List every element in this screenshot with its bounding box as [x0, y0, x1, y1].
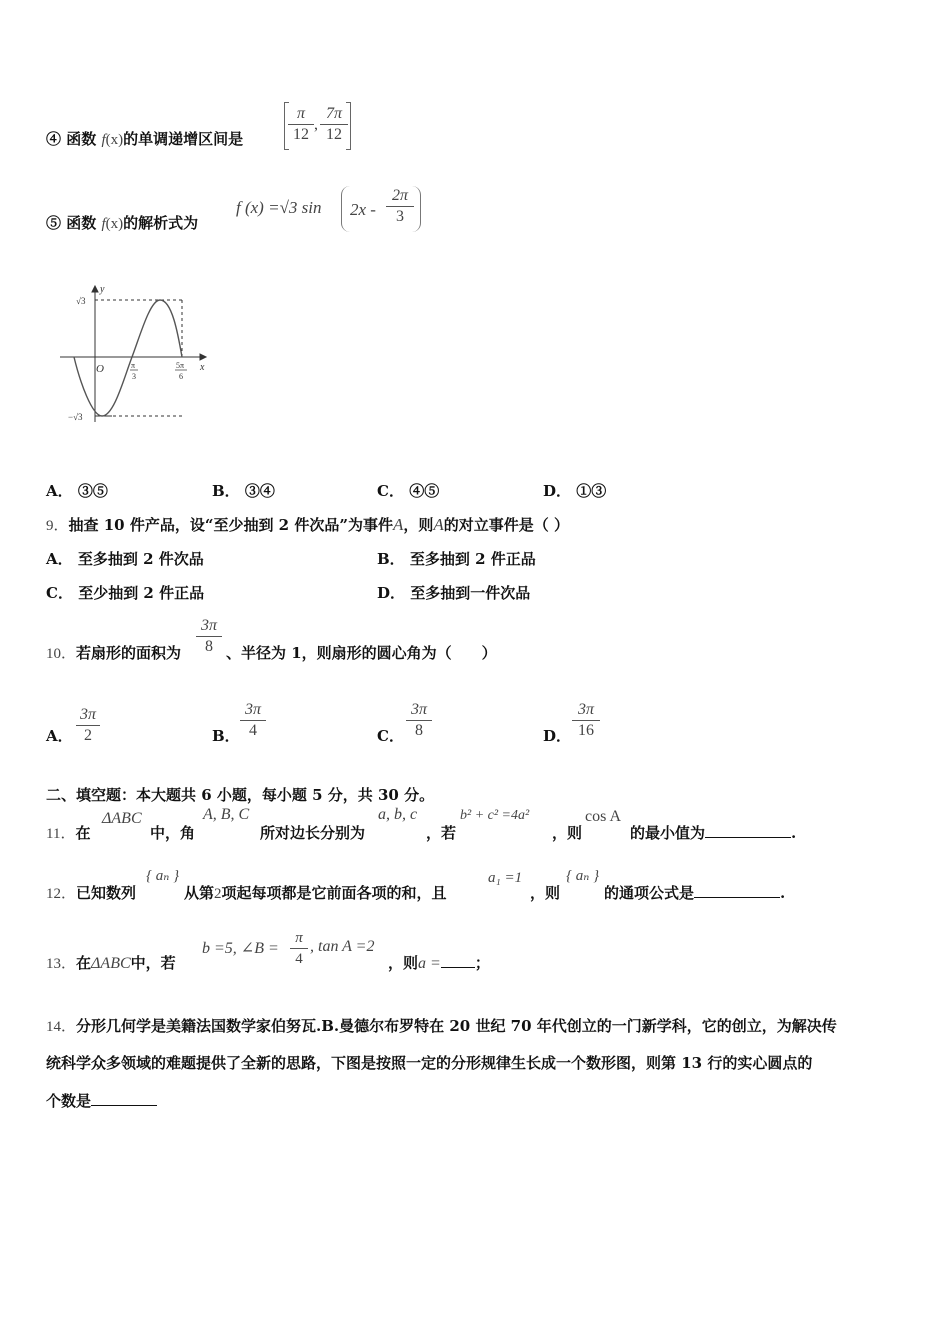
q14-line2: 统科学众多领域的难题提供了全新的思路，下图是按照一定的分形规律生长成一个数形图，则第 13 行的实心圆点的: [46, 1054, 813, 1072]
s5-paren-right: [412, 186, 421, 232]
q11-text3: 所对边长分别为: [260, 824, 366, 842]
y-bottom-label: −√3: [68, 412, 83, 422]
q8-option-a[interactable]: A． ③⑤: [46, 482, 108, 500]
s5-paren-left: [341, 186, 350, 232]
q10-option-a-frac[interactable]: $\frac{3\pi}{2}$: [76, 705, 100, 746]
q11-tail: 的最小值为 .: [630, 824, 797, 842]
origin-label: O: [96, 363, 104, 375]
s4-x: (x): [105, 132, 124, 148]
q10-option-b-frac[interactable]: $\frac{3\pi}{4}$: [240, 700, 266, 741]
q11-sides: a, b, c: [378, 806, 418, 823]
s4-bracket-right: [346, 102, 351, 150]
q11-angles: A, B, C: [203, 806, 250, 823]
s5-expr-inner: 2x -: [350, 200, 376, 219]
q12-text2: 从第2项起每项都是它前面各项的和，且: [184, 884, 447, 902]
q10-option-a-letter[interactable]: A．: [46, 727, 73, 745]
x1-num: π: [131, 361, 136, 370]
q14-line1: 14．分形几何学是美籍法国数学家伯努瓦.B.曼德尔布罗特在 20 世纪 70 年代创立的一门新学科，它的创立，为解决传: [46, 1017, 837, 1035]
q12-sequence-2: { aₙ }: [566, 868, 600, 884]
s5-expr-lhs: f (x) =√3 sin: [236, 198, 322, 217]
s5-prefix: ⑤ 函数: [46, 214, 97, 232]
q10-stem-frac: $\frac{3\pi}{8}$: [196, 616, 222, 657]
q9-stem: 9．抽查 10 件产品，设“至少抽到 2 件次品”为事件A，则A的对立事件是（ ）: [46, 515, 570, 534]
q11-text2: 中，角: [150, 824, 196, 842]
q8-option-d[interactable]: D． ①③: [543, 482, 607, 500]
q12-text4: ，则: [530, 884, 561, 902]
s5-mid: 的解析式为: [123, 214, 199, 232]
statement-5: [46, 212, 198, 233]
q8-option-c[interactable]: C． ④⑤: [377, 482, 440, 500]
s5-x: (x): [105, 216, 124, 232]
q11: 11．在: [46, 824, 91, 842]
x2-num: 5π: [176, 361, 185, 370]
x-axis-arrow: [200, 354, 206, 360]
q11-text5: ，则: [552, 824, 583, 842]
q9-option-d[interactable]: D． 至多抽到一件次品: [377, 584, 531, 602]
section-2-title: 二、填空题：本大题共 6 小题，每小题 5 分，共 30 分。: [46, 786, 435, 804]
q12: 12．已知数列: [46, 884, 137, 902]
q12-a1: a₁ =1: [488, 870, 523, 886]
x2-den: 6: [179, 372, 183, 381]
q10-option-d-frac[interactable]: $\frac{3\pi}{16}$: [572, 700, 600, 741]
q9-option-c[interactable]: C． 至少抽到 2 件正品: [46, 584, 205, 602]
q9-option-b[interactable]: B． 至多抽到 2 件正品: [377, 550, 536, 568]
q11-blank[interactable]: [705, 823, 791, 838]
q9-option-a[interactable]: A． 至多抽到 2 件次品: [46, 550, 204, 568]
statement-4: [46, 128, 243, 149]
s5-frac: $\frac{2\pi}{3}$: [386, 186, 414, 227]
q11-text4: ，若: [426, 824, 457, 842]
q11-condition: b² + c² =4a²: [460, 808, 530, 823]
q13: 13．在ΔABC中，若: [46, 954, 176, 972]
q10-option-b-letter[interactable]: B．: [212, 727, 240, 745]
q13-frac: $\frac{\pi}{4}$: [290, 928, 308, 969]
sine-curve: [74, 300, 185, 416]
q12-blank[interactable]: [694, 883, 780, 898]
s4-frac2: $\frac{7\pi}{12}$: [320, 104, 348, 145]
q8-option-b[interactable]: B． ③④: [212, 482, 275, 500]
x-label: x: [200, 362, 205, 373]
q14-blank[interactable]: [91, 1091, 157, 1106]
q10-stem-part1: 10．若扇形的面积为: [46, 644, 182, 662]
q13-blank[interactable]: [441, 953, 475, 968]
q10-option-d-letter[interactable]: D．: [543, 727, 572, 745]
s4-mid: 的单调递增区间是: [123, 130, 244, 148]
x1-den: 3: [132, 372, 136, 381]
y-top-label: √3: [76, 296, 86, 306]
q13-tail: ，则a = ；: [388, 954, 490, 972]
q13-condition-1: b =5, ∠B =: [202, 940, 279, 957]
q10-option-c-letter[interactable]: C．: [377, 727, 404, 745]
s4-frac1: $\frac{\pi}{12}$: [288, 104, 314, 145]
q11-cosA: cos A: [585, 808, 621, 825]
q12-tail: 的通项公式是 .: [604, 884, 786, 902]
q10-stem-part2: 、半径为 1，则扇形的圆心角为（ ）: [226, 644, 497, 662]
q13-condition-2: , tan A =2: [310, 938, 375, 955]
q12-sequence: { aₙ }: [146, 868, 180, 884]
s4-comma: ,: [314, 116, 318, 133]
s5-fx: f: [101, 216, 106, 232]
sine-graph: [58, 282, 218, 432]
s4-fx: f: [101, 132, 106, 148]
y-axis-arrow: [92, 286, 98, 292]
q14-line3: 个数是: [46, 1090, 157, 1111]
q10-option-c-frac[interactable]: $\frac{3\pi}{8}$: [406, 700, 432, 741]
y-label: y: [100, 284, 105, 295]
q11-triangle: ΔABC: [102, 810, 142, 827]
s4-prefix: ④ 函数: [46, 130, 97, 148]
